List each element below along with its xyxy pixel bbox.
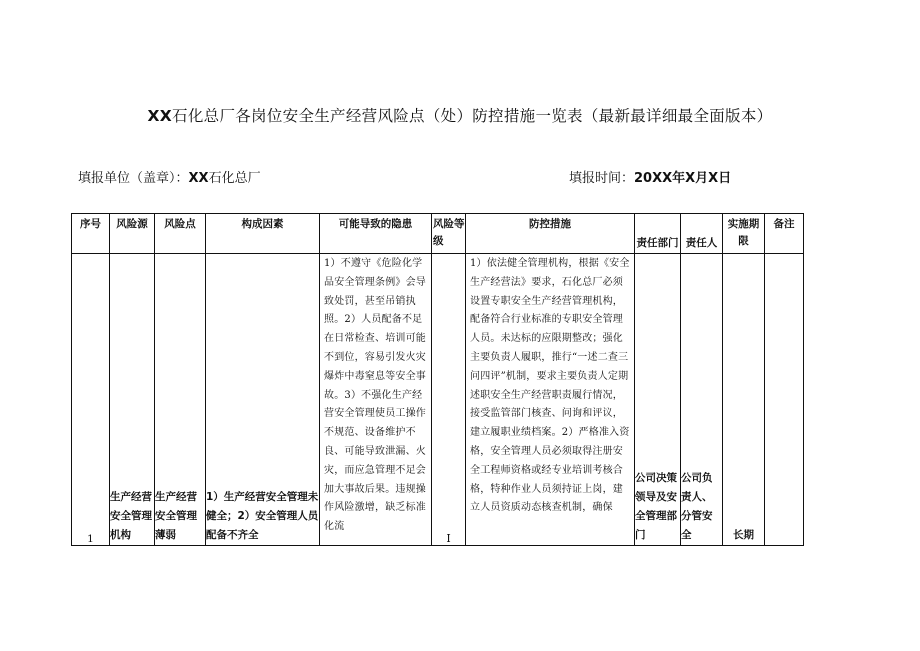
- header-person: 责任人: [681, 214, 723, 254]
- title-prefix: XX: [147, 107, 173, 125]
- row-source: 生产经营安全管理机构: [110, 254, 155, 546]
- row-hazards: 1）不遵守《危险化学品安全管理条例》会导致处罚，甚至吊销执照。2）人员配备不足在日常检查、培训可能不到位，容易引发火灾爆炸中毒窒息等安全事故。3）不强化生产经营安全管理使员工操作不规范、设备维护不良、可能导致泄漏、火灾，而应急管理不足会加大事故后果。违规操作风险激增，缺乏标准化流: [320, 254, 432, 546]
- risk-control-table: [71, 213, 804, 546]
- header-source: 风险源: [110, 214, 155, 254]
- header-measures: 防控措施: [466, 214, 635, 254]
- row-level: I: [432, 254, 466, 546]
- header-seq: 序号: [72, 214, 110, 254]
- row-dept: 公司决策领导及安全管理部门: [635, 254, 681, 546]
- header-dept: 责任部门: [635, 214, 681, 254]
- row-remark: [765, 254, 804, 546]
- unit-value-prefix: XX: [188, 171, 209, 186]
- unit-value: 石化总厂: [208, 171, 261, 186]
- header-hazards: 可能导致的隐患: [320, 214, 432, 254]
- row-point: 生产经营安全管理薄弱: [155, 254, 206, 546]
- document-title: [0, 104, 920, 126]
- table-row: [72, 254, 804, 546]
- header-factors: 构成因素: [206, 214, 320, 254]
- row-measures: 1）依法健全管理机构，根据《安全生产经营法》要求，石化总厂必须设置专职安全生产经营管理机构，配备符合行业标准的专职安全管理人员。未达标的应限期整改；强化主要负责人履职，推行“一述二查三问四评”机制，要求主要负责人定期述职安全生产经营职责履行情况，接受监管部门核查、问询和评议，建立履职业绩档案。2）严格准入资格，安全管理人员必须取得注册安全工程师资格或经专业培训考核合格，特种作业人员须持证上岗，建立人员资质动态核查机制，确保: [466, 254, 635, 546]
- header-point: 风险点: [155, 214, 206, 254]
- reporting-unit: [78, 167, 261, 186]
- header-period: 实施期限: [723, 214, 765, 254]
- time-value: 20XX年X月X日: [634, 171, 732, 186]
- row-period: 长期: [723, 254, 765, 546]
- time-label: 填报时间：: [569, 171, 635, 186]
- row-person: 公司负责人、分管安全: [681, 254, 723, 546]
- reporting-time: [569, 167, 731, 186]
- header-level: 风险等级: [432, 214, 466, 254]
- row-seq: 1: [72, 254, 110, 546]
- row-factors: 1）生产经营安全管理未健全；2）安全管理人员配备不齐全: [206, 254, 320, 546]
- header-remark: 备注: [765, 214, 804, 254]
- unit-label: 填报单位（盖章）：: [78, 171, 189, 186]
- table-header-row: [72, 214, 804, 254]
- title-main: 石化总厂各岗位安全生产经营风险点（处）防控措施一览表（最新最详细最全面版本）: [172, 107, 773, 125]
